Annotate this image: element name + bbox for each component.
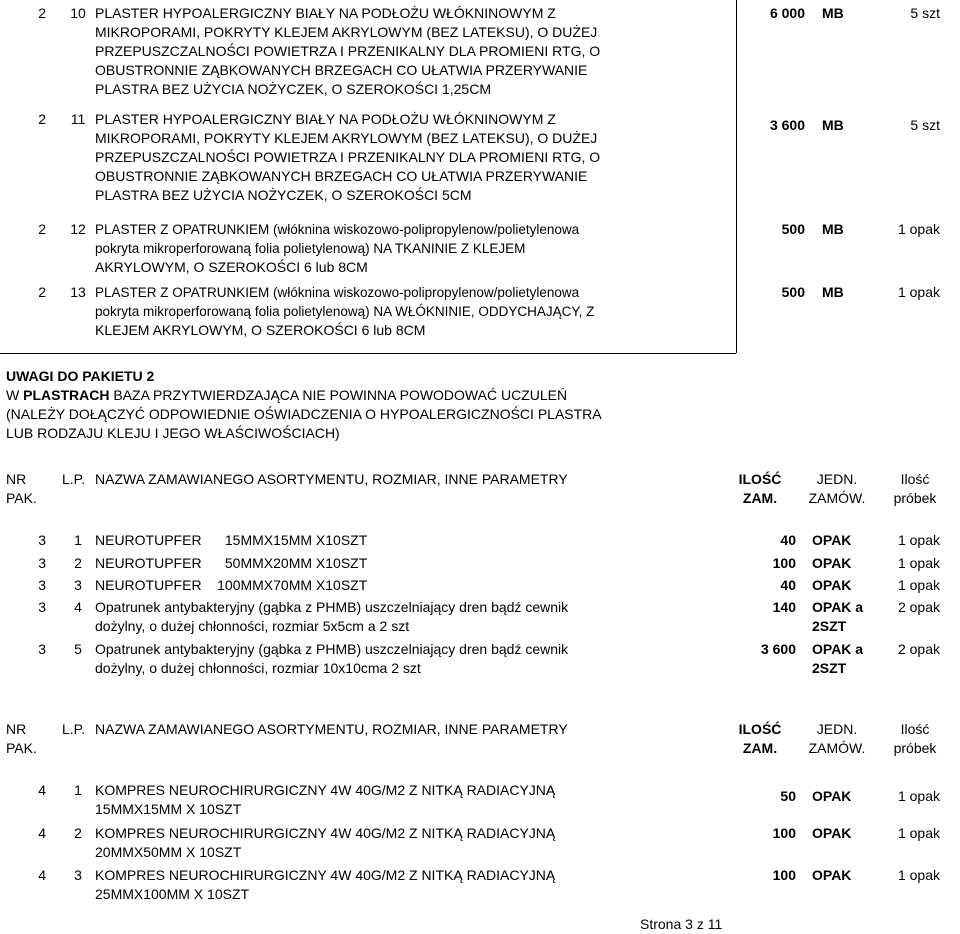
notes-line: LUB RODZAJU KLEJU I JEGO WŁAŚCIWOŚCIACH) xyxy=(6,425,340,441)
row-description xyxy=(95,640,735,678)
row-unit: OPAK xyxy=(812,577,852,593)
header-lp: L.P. xyxy=(62,471,86,487)
header-text: ILOŚĆ xyxy=(738,721,782,737)
desc-line: 20MMX50MM X 10SZT xyxy=(95,844,242,860)
row-nr: 2 xyxy=(38,221,46,237)
desc-line: OBUSTRONNIE ZĄBKOWANYCH BRZEGACH CO UŁATWIA PRZERYWANIE xyxy=(95,62,588,78)
package-notes xyxy=(6,367,906,443)
row-nr: 3 xyxy=(38,555,46,571)
notes-text: W xyxy=(6,387,24,403)
row-description xyxy=(95,781,735,819)
unit-line: OPAK a xyxy=(812,599,864,615)
unit-line: 2SZT xyxy=(812,660,847,676)
row-description xyxy=(95,866,735,904)
desc-line: PLASTRA BEZ UŻYCIA NOŻYCZEK, O SZEROKOŚCI 1,25CM xyxy=(95,81,491,97)
header-text: ZAMÓW. xyxy=(808,740,866,756)
header-text: JEDN. xyxy=(816,721,858,737)
row-unit: MB xyxy=(822,284,844,300)
notes-title: UWAGI DO PAKIETU 2 xyxy=(6,368,155,384)
header-lp: L.P. xyxy=(62,721,86,737)
row-description: NEUROTUPFER 50MMX20MM X10SZT xyxy=(95,555,368,571)
row-unit: OPAK xyxy=(812,788,852,804)
header-text: próbek xyxy=(893,490,937,506)
desc-line: Opatrunek antybakteryjny (gąbka z PHMB) uszczelniający dren bądź cewnik xyxy=(95,599,569,615)
notes-text: BAZA PRZYTWIERDZAJĄCA NIE POWINNA POWODOWAĆ UCZULEŃ xyxy=(109,387,568,403)
desc-line: KOMPRES NEUROCHIRURGICZNY 4W 40G/M2 Z NITKĄ RADIACYJNĄ xyxy=(95,825,556,841)
desc-line: MIKROPORAMI, POKRYTY KLEJEM AKRYLOWYM (BEZ LATEKSU), O DUŻEJ xyxy=(95,24,598,40)
header-text: NR xyxy=(6,471,27,487)
desc-line: 15MMX15MM X 10SZT xyxy=(95,801,242,817)
row-qty: 40 xyxy=(780,532,796,548)
row-nr: 3 xyxy=(38,532,46,548)
row-nr: 2 xyxy=(38,111,46,127)
row-description xyxy=(95,824,735,862)
row-sample: 1 opak xyxy=(897,825,940,841)
unit-line: 2SZT xyxy=(812,618,847,634)
notes-line: (NALEŻY DOŁĄCZYĆ ODPOWIEDNIE OŚWIADCZENIA O HYPOALERGICZNOŚCI PLASTRA xyxy=(6,406,602,422)
row-sample: 2 opak xyxy=(897,599,940,615)
header-text: Ilość xyxy=(900,721,930,737)
row-description xyxy=(95,598,735,636)
row-nr: 3 xyxy=(38,577,46,593)
desc-line: KLEJEM AKRYLOWYM, O SZEROKOŚCI 6 lub 8CM xyxy=(95,322,426,338)
row-qty: 100 xyxy=(772,867,796,883)
header-qty xyxy=(722,720,798,758)
desc-line: AKRYLOWYM, O SZEROKOŚCI 6 lub 8CM xyxy=(95,259,368,275)
desc-line: PLASTRA BEZ UŻYCIA NOŻYCZEK, O SZEROKOŚCI 5CM xyxy=(95,187,472,203)
row-sample: 1 opak xyxy=(897,221,940,237)
row-qty: 40 xyxy=(780,577,796,593)
page-number: Strona 3 z 11 xyxy=(640,916,723,932)
row-nr: 3 xyxy=(38,599,46,615)
row-unit: OPAK xyxy=(812,555,852,571)
unit-line: OPAK a xyxy=(812,641,864,657)
row-sample: 1 opak xyxy=(897,532,940,548)
row-sample: 1 opak xyxy=(897,577,940,593)
row-unit: OPAK xyxy=(812,867,852,883)
row-description xyxy=(95,4,735,99)
desc-line: KOMPRES NEUROCHIRURGICZNY 4W 40G/M2 Z NITKĄ RADIACYJNĄ xyxy=(95,867,556,883)
desc-line: PRZEPUSZCZALNOŚCI POWIETRZA I PRZENIKALNY DLA PROMIENI RTG, O xyxy=(95,149,601,165)
row-nr: 4 xyxy=(38,867,46,883)
header-text: PAK. xyxy=(6,740,37,756)
desc-line: PLASTER HYPOALERGICZNY BIAŁY NA PODŁOŻU WŁÓKNINOWYM Z xyxy=(95,111,556,127)
desc-line: OBUSTRONNIE ZĄBKOWANYCH BRZEGACH CO UŁATWIA PRZERYWANIE xyxy=(95,168,588,184)
row-lp: 1 xyxy=(74,532,82,548)
row-sample: 1 opak xyxy=(897,284,940,300)
desc-line: PLASTER Z OPATRUNKIEM (włóknina wiskozowo-polipropylenow/polietylenowa xyxy=(95,222,580,237)
header-text: JEDN. xyxy=(816,471,858,487)
row-lp: 3 xyxy=(74,577,82,593)
header-nr xyxy=(6,720,37,758)
desc-line: MIKROPORAMI, POKRYTY KLEJEM AKRYLOWYM (BEZ LATEKSU), O DUŻEJ xyxy=(95,130,598,146)
row-lp: 4 xyxy=(74,599,82,615)
header-text: próbek xyxy=(893,740,937,756)
header-text: ZAM. xyxy=(742,490,778,506)
header-text: ZAMÓW. xyxy=(808,490,866,506)
notes-line xyxy=(6,386,906,405)
row-qty: 500 xyxy=(781,284,805,300)
desc-line: PLASTER Z OPATRUNKIEM (włóknina wiskozowo-polipropylenow/polietylenowa xyxy=(95,285,580,300)
row-qty: 50 xyxy=(780,788,796,804)
row-sample: 1 opak xyxy=(897,788,940,804)
row-unit: MB xyxy=(822,5,844,21)
desc-line: KOMPRES NEUROCHIRURGICZNY 4W 40G/M2 Z NITKĄ RADIACYJNĄ xyxy=(95,782,556,798)
row-qty: 3 600 xyxy=(769,117,805,133)
row-description xyxy=(95,110,735,205)
header-unit xyxy=(796,720,878,758)
header-text: NR xyxy=(6,721,27,737)
row-lp: 2 xyxy=(74,555,82,571)
desc-line: PLASTER HYPOALERGICZNY BIAŁY NA PODŁOŻU WŁÓKNINOWYM Z xyxy=(95,5,556,21)
row-unit: MB xyxy=(822,117,844,133)
row-unit xyxy=(812,640,863,678)
row-lp: 12 xyxy=(70,221,86,237)
header-text: ILOŚĆ xyxy=(738,471,782,487)
row-description xyxy=(95,283,735,340)
row-qty: 100 xyxy=(772,555,796,571)
row-lp: 1 xyxy=(74,782,82,798)
header-text: Ilość xyxy=(900,471,930,487)
row-nr: 2 xyxy=(38,5,46,21)
row-qty: 140 xyxy=(772,599,796,615)
row-qty: 3 600 xyxy=(760,641,796,657)
table-bottom-border xyxy=(0,353,736,354)
column-divider xyxy=(736,0,737,353)
row-lp: 11 xyxy=(70,111,86,127)
row-nr: 4 xyxy=(38,782,46,798)
desc-line: pokryta mikroperforowaną folia polietylenową) NA TKANINIE Z KLEJEM xyxy=(95,241,526,256)
row-lp: 5 xyxy=(74,641,82,657)
row-nr: 4 xyxy=(38,825,46,841)
row-qty: 6 000 xyxy=(769,5,805,21)
header-text: PAK. xyxy=(6,490,37,506)
row-sample: 5 szt xyxy=(910,117,940,133)
header-text: ZAM. xyxy=(742,740,778,756)
table-header xyxy=(0,720,960,760)
row-nr: 3 xyxy=(38,641,46,657)
row-qty: 100 xyxy=(772,825,796,841)
row-qty: 500 xyxy=(781,221,805,237)
row-unit xyxy=(812,598,863,636)
header-sample xyxy=(880,720,950,758)
row-description: NEUROTUPFER 15MMX15MM X10SZT xyxy=(95,532,368,548)
notes-bold-text: PLASTRACH xyxy=(23,387,110,403)
desc-line: 25MMX100MM X 10SZT xyxy=(95,886,250,902)
row-lp: 2 xyxy=(74,825,82,841)
row-unit: MB xyxy=(822,221,844,237)
desc-line: pokryta mikroperforowaną folia polietylenową) NA WŁÓKNINIE, ODDYCHAJĄCY, Z xyxy=(95,304,595,319)
row-description: NEUROTUPFER 100MMX70MM X10SZT xyxy=(95,577,368,593)
table-header xyxy=(0,470,960,510)
row-lp: 10 xyxy=(70,5,86,21)
row-lp: 13 xyxy=(70,284,86,300)
header-sample xyxy=(880,470,950,508)
desc-line: dożylny, o dużej chłonności, rozmiar 10x10cma 2 szt xyxy=(95,660,421,676)
row-nr: 2 xyxy=(38,284,46,300)
header-unit xyxy=(796,470,878,508)
row-sample: 1 opak xyxy=(897,555,940,571)
row-sample: 5 szt xyxy=(910,5,940,21)
desc-line: Opatrunek antybakteryjny (gąbka z PHMB) uszczelniający dren bądź cewnik xyxy=(95,641,569,657)
header-nr xyxy=(6,470,37,508)
header-qty xyxy=(722,470,798,508)
row-lp: 3 xyxy=(74,867,82,883)
desc-line: dożylny, o dużej chłonności, rozmiar 5x5cm a 2 szt xyxy=(95,618,410,634)
row-unit: OPAK xyxy=(812,532,852,548)
row-sample: 2 opak xyxy=(897,641,940,657)
row-sample: 1 opak xyxy=(897,867,940,883)
row-unit: OPAK xyxy=(812,825,852,841)
header-name: NAZWA ZAMAWIANEGO ASORTYMENTU, ROZMIAR, INNE PARAMETRY xyxy=(95,471,568,487)
desc-line: PRZEPUSZCZALNOŚCI POWIETRZA I PRZENIKALNY DLA PROMIENI RTG, O xyxy=(95,43,601,59)
header-name: NAZWA ZAMAWIANEGO ASORTYMENTU, ROZMIAR, INNE PARAMETRY xyxy=(95,721,568,737)
row-description xyxy=(95,220,735,277)
